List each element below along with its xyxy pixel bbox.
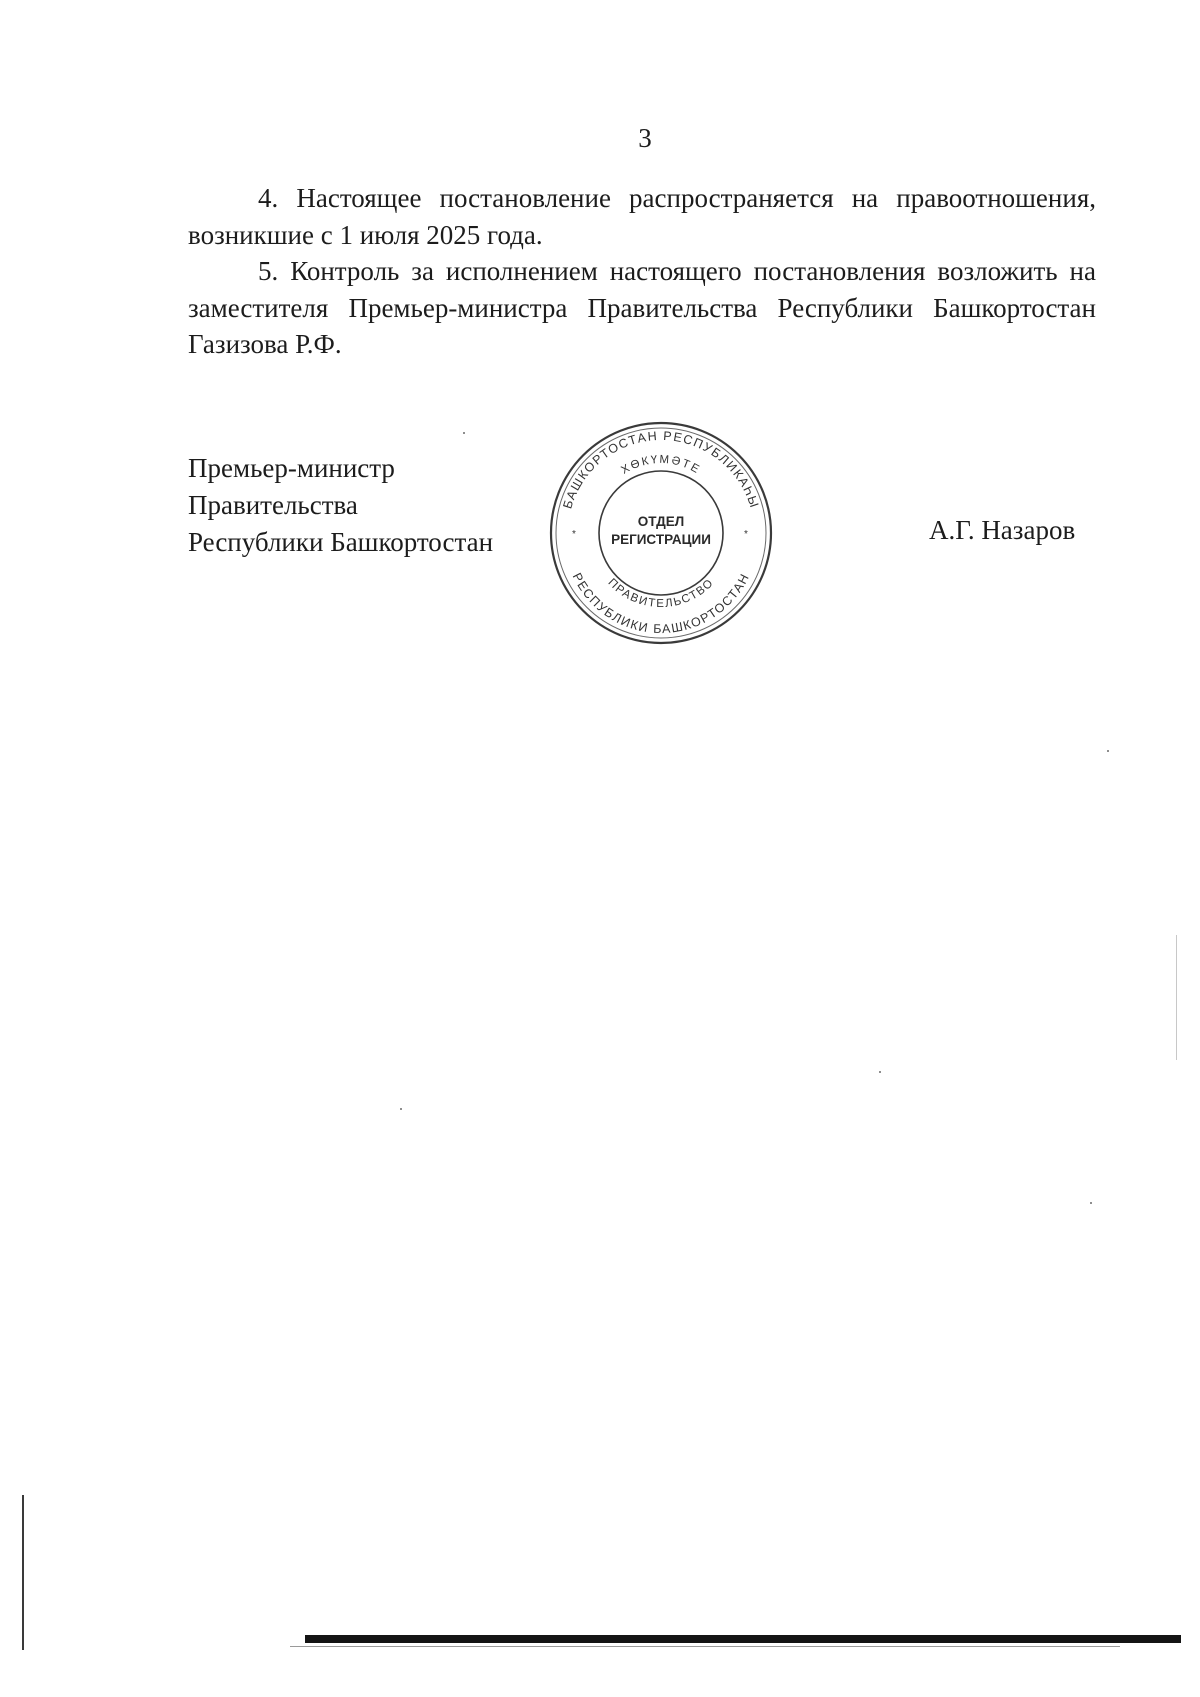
seal-inner-bottom-text: ПРАВИТЕЛЬСТВО — [605, 576, 717, 611]
signatory-name: А.Г. Назаров — [929, 515, 1076, 545]
scan-speck — [879, 1071, 881, 1073]
scan-speck — [1090, 1202, 1092, 1204]
scan-left-edge-line — [22, 1495, 24, 1650]
paragraph-4: 4. Настоящее постановление распространяется на правоотношения, возникшие с 1 июля 2025 года. — [188, 183, 1096, 250]
seal-outer-bottom-text: РЕСПУБЛИКИ БАШКОРТОСТАН — [569, 570, 753, 637]
seal-star-left-icon: * — [572, 529, 576, 540]
seal-inner-top-text: ХӨКҮМӘТЕ — [619, 453, 703, 477]
position-line-2: Правительства — [188, 490, 358, 520]
signatory-position — [188, 450, 493, 561]
seal-center-line-1: ОТДЕЛ — [637, 514, 685, 529]
paragraph-5: 5. Контроль за исполнением настоящего постановления возложить на заместителя Премьер-министра Правительства Республики Башкортостан Газизова Р.Ф. — [188, 256, 1096, 359]
scan-speck — [400, 1108, 402, 1110]
position-line-1: Премьер-министр — [188, 453, 395, 483]
seal-star-right-icon: * — [744, 529, 748, 540]
seal-center-line-2: РЕГИСТРАЦИИ — [611, 532, 711, 547]
page-number: 3 — [638, 123, 652, 153]
document-body — [188, 180, 1096, 363]
seal-outer-top-text: БАШКОРТОСТАН РЕСПУБЛИКАҺЫ — [560, 428, 762, 511]
position-line-3: Республики Башкортостан — [188, 527, 494, 557]
scan-right-edge-line — [1176, 935, 1177, 1060]
scan-bottom-rule — [305, 1635, 1181, 1643]
scan-bottom-rule-thin — [290, 1646, 1120, 1647]
official-seal — [546, 418, 776, 648]
scan-speck — [1107, 750, 1109, 752]
seal-center — [546, 513, 776, 549]
scan-speck — [463, 432, 465, 434]
